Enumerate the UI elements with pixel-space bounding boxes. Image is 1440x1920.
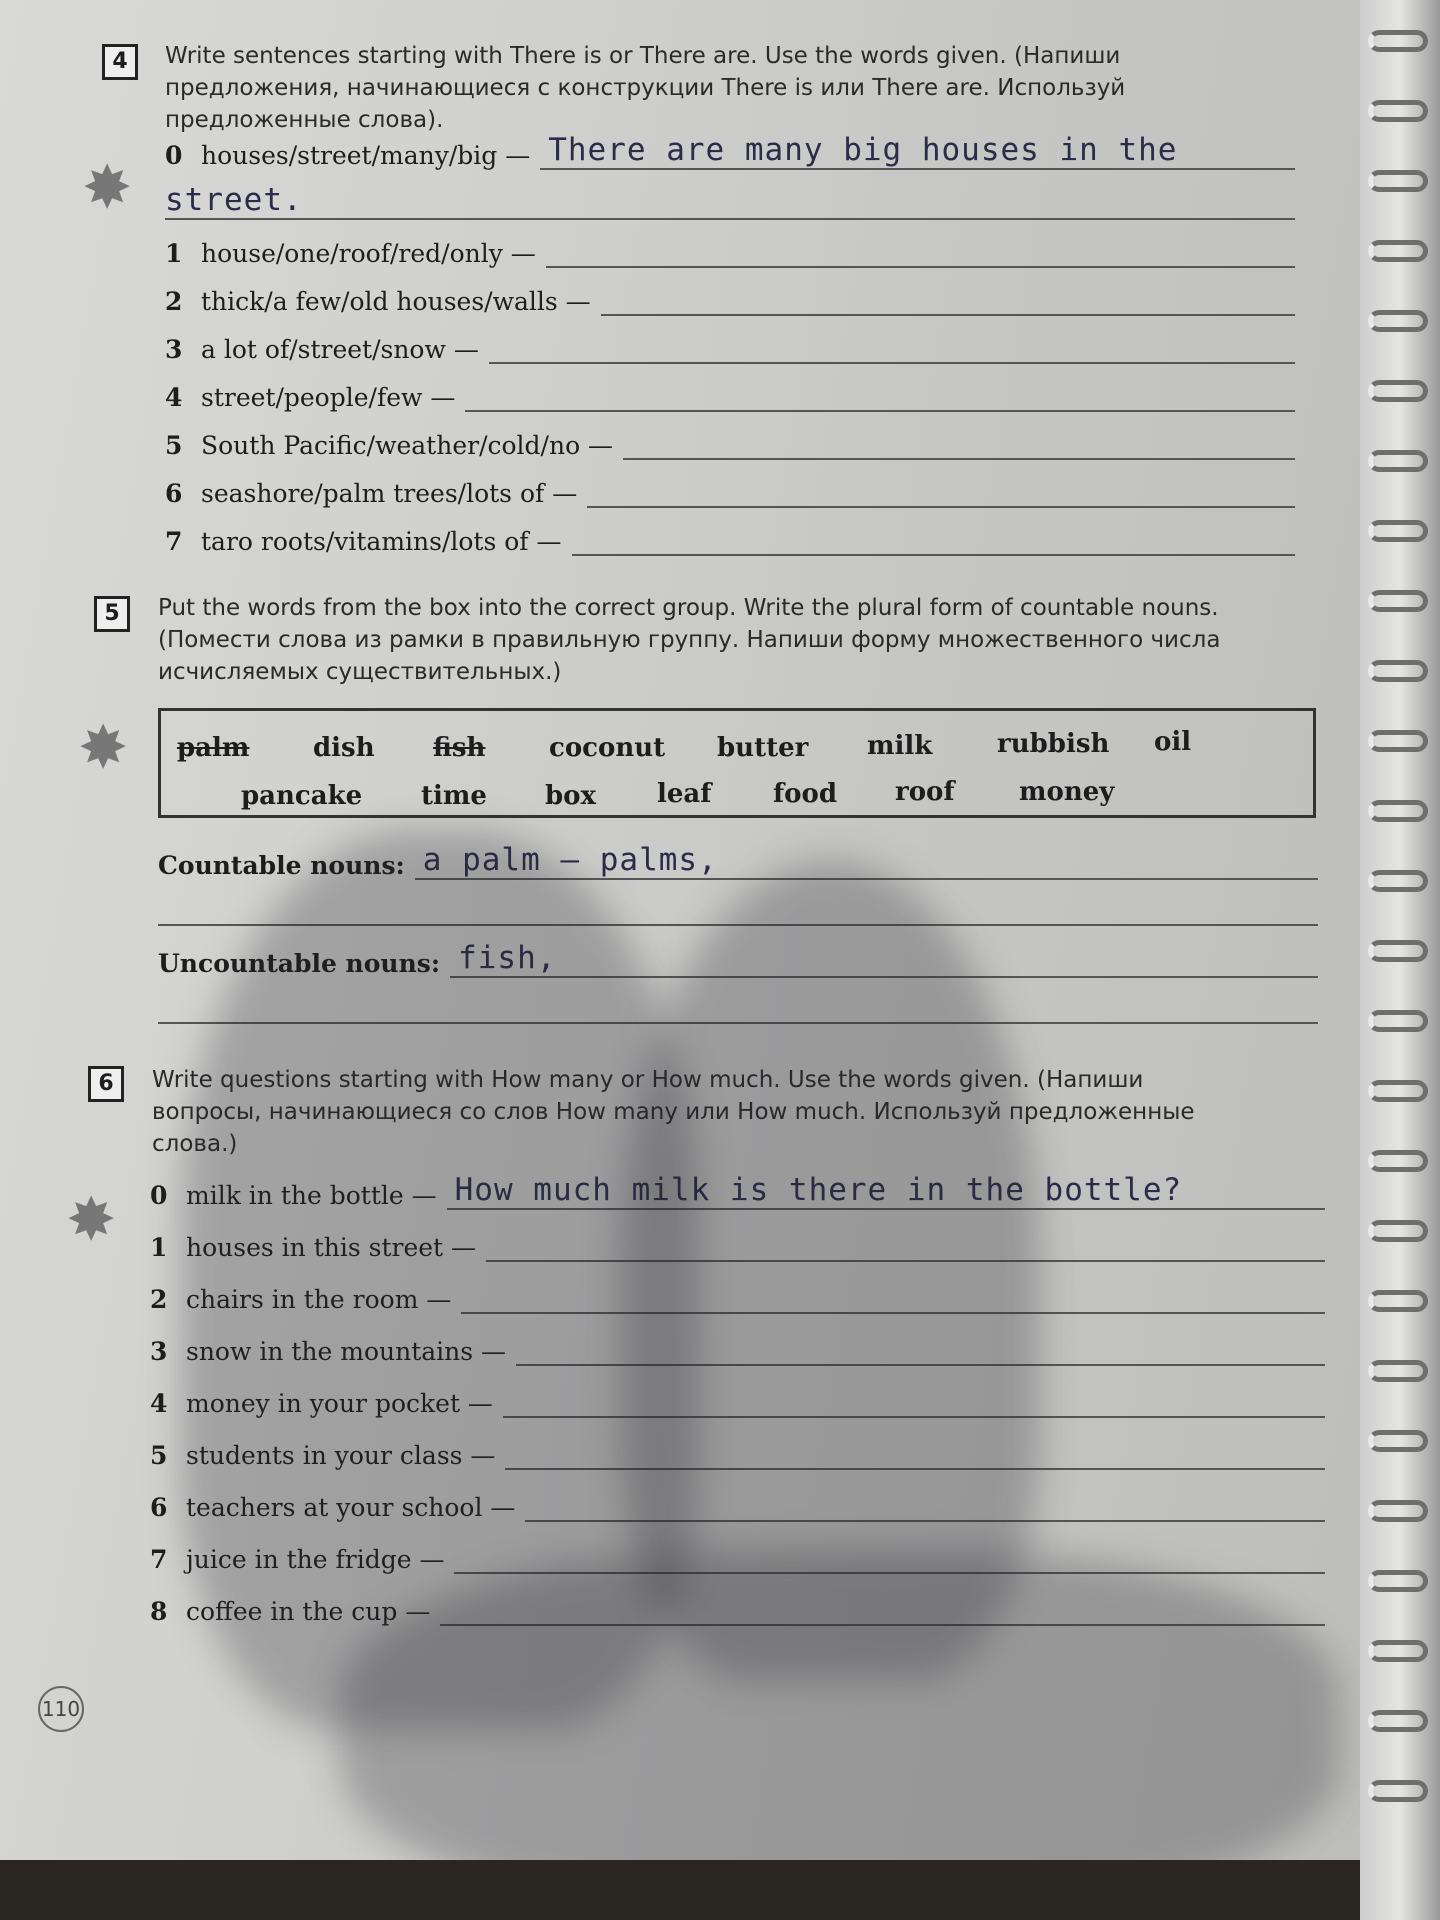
ex4-item-7-prompt: taro roots/vitamins/lots of — xyxy=(201,527,562,556)
ex4-item-2-prompt: thick/a few/old houses/walls — xyxy=(201,287,591,316)
ex4-item-3-prompt: a lot of/street/snow — xyxy=(201,335,479,364)
example-star-icon: ✸ xyxy=(66,1185,117,1255)
uncountable-answer-line[interactable] xyxy=(450,940,1318,978)
spiral-ring xyxy=(1368,1080,1428,1102)
ex4-item-7-number: 7 xyxy=(165,527,183,556)
word-leaf: leaf xyxy=(657,779,712,809)
exercise-5-instr-line-3: исчисляемых существительных.) xyxy=(158,659,562,685)
ex4-item-4-prompt: street/people/few — xyxy=(201,383,456,412)
ex6-item-0-answer: How much milk is there in the bottle? xyxy=(454,1172,1183,1208)
ex6-item-1-answer-line[interactable] xyxy=(486,1232,1325,1262)
countable-row xyxy=(158,842,1318,880)
ex4-item-0 xyxy=(165,132,1295,170)
spiral-ring xyxy=(1368,940,1428,962)
exercise-4-instr-line-3: предложенные слова). xyxy=(165,107,444,133)
ex4-item-3 xyxy=(165,334,1295,364)
ex4-item-0-answer: There are many big houses in the xyxy=(548,132,1178,168)
example-star-icon: ✸ xyxy=(78,713,129,783)
ex6-item-5 xyxy=(150,1440,1325,1470)
ex6-item-5-answer-line[interactable] xyxy=(505,1440,1325,1470)
ex6-item-6-number: 6 xyxy=(150,1493,168,1522)
word-fish: fish xyxy=(433,733,486,763)
spiral-ring xyxy=(1368,1360,1428,1382)
exercise-4-instr-line-2: предложения, начинающиеся с конструкции There is или There are. Используй xyxy=(165,75,1126,101)
spiral-ring xyxy=(1368,1290,1428,1312)
ex6-item-5-prompt: students in your class — xyxy=(186,1441,496,1470)
ex6-item-7-answer-line[interactable] xyxy=(454,1544,1325,1574)
ex6-item-6 xyxy=(150,1492,1325,1522)
ex6-item-6-answer-line[interactable] xyxy=(525,1492,1325,1522)
word-dish: dish xyxy=(313,733,375,763)
spiral-ring xyxy=(1368,100,1428,122)
ex6-item-8 xyxy=(150,1596,1325,1626)
spiral-ring xyxy=(1368,800,1428,822)
exercise-6-instr-line-3: слова.) xyxy=(152,1131,238,1157)
spiral-ring xyxy=(1368,30,1428,52)
ex4-item-3-answer-line[interactable] xyxy=(489,334,1295,364)
spiral-ring xyxy=(1368,590,1428,612)
ex4-item-0-number: 0 xyxy=(165,141,183,170)
ex4-item-7 xyxy=(165,526,1295,556)
spiral-binding xyxy=(1360,0,1440,1920)
spiral-ring xyxy=(1368,1150,1428,1172)
word-money: money xyxy=(1019,777,1115,807)
ex6-item-7-prompt: juice in the fridge — xyxy=(186,1545,445,1574)
exercise-5-number: 5 xyxy=(94,596,130,632)
exercise-4-instructions xyxy=(165,40,1295,136)
spiral-ring xyxy=(1368,310,1428,332)
spiral-ring xyxy=(1368,380,1428,402)
ex6-item-5-number: 5 xyxy=(150,1441,168,1470)
ex6-item-0-prompt: milk in the bottle — xyxy=(186,1181,437,1210)
ex6-item-6-prompt: teachers at your school — xyxy=(186,1493,516,1522)
ex6-item-4-number: 4 xyxy=(150,1389,168,1418)
countable-answer-line-2[interactable] xyxy=(158,896,1318,926)
spiral-ring xyxy=(1368,1570,1428,1592)
uncountable-label: Uncountable nouns: xyxy=(158,949,441,978)
ex4-item-5-answer-line[interactable] xyxy=(623,430,1295,460)
ex6-item-1 xyxy=(150,1232,1325,1262)
spiral-ring xyxy=(1368,240,1428,262)
ex6-item-4-answer-line[interactable] xyxy=(503,1388,1325,1418)
exercise-4-number: 4 xyxy=(102,44,138,80)
ex6-item-0-answer-line[interactable] xyxy=(447,1172,1325,1210)
exercise-4-instr-line-1: Write sentences starting with There is or There are. Use the words given. (Напиши xyxy=(165,43,1121,69)
ex6-item-1-number: 1 xyxy=(150,1233,168,1262)
ex4-item-2-answer-line[interactable] xyxy=(601,286,1295,316)
spiral-ring xyxy=(1368,450,1428,472)
page-number: 110 xyxy=(38,1686,84,1732)
word-time: time xyxy=(421,781,487,811)
exercise-6-instr-line-2: вопросы, начинающиеся со слов How many или How much. Используй предложенные xyxy=(152,1099,1195,1125)
ex6-item-7 xyxy=(150,1544,1325,1574)
spiral-ring xyxy=(1368,660,1428,682)
exercise-6-instr-line-1: Write questions starting with How many or How much. Use the words given. (Напиши xyxy=(152,1067,1144,1093)
ex6-item-2-prompt: chairs in the room — xyxy=(186,1285,452,1314)
ex6-item-3 xyxy=(150,1336,1325,1366)
ex4-item-1 xyxy=(165,238,1295,268)
ex6-item-4-prompt: money in your pocket — xyxy=(186,1389,493,1418)
ex4-item-0-prompt: houses/street/many/big — xyxy=(201,141,531,170)
ex4-item-4 xyxy=(165,382,1295,412)
ex4-item-4-number: 4 xyxy=(165,383,183,412)
ex4-item-6-answer-line[interactable] xyxy=(587,478,1295,508)
spiral-ring xyxy=(1368,1010,1428,1032)
ex6-item-3-number: 3 xyxy=(150,1337,168,1366)
word-milk: milk xyxy=(867,731,933,761)
word-coconut: coconut xyxy=(549,733,666,763)
word-butter: butter xyxy=(717,733,809,763)
word-roof: roof xyxy=(895,777,955,807)
exercise-6-instructions xyxy=(152,1064,1322,1160)
word-box: box xyxy=(545,781,597,811)
ex6-item-3-answer-line[interactable] xyxy=(516,1336,1325,1366)
example-star-icon: ✸ xyxy=(82,153,133,223)
countable-row-2 xyxy=(158,896,1318,926)
ex4-item-0-answer-cont: street. xyxy=(165,182,303,218)
word-palm: palm xyxy=(177,733,250,763)
uncountable-row-2 xyxy=(158,994,1318,1024)
ex4-item-2 xyxy=(165,286,1295,316)
countable-answer-line[interactable] xyxy=(415,842,1318,880)
ex4-item-6-prompt: seashore/palm trees/lots of — xyxy=(201,479,578,508)
ex4-item-5 xyxy=(165,430,1295,460)
ex4-item-1-number: 1 xyxy=(165,239,183,268)
spiral-ring xyxy=(1368,1500,1428,1522)
ex6-item-8-prompt: coffee in the cup — xyxy=(186,1597,431,1626)
uncountable-row xyxy=(158,940,1318,978)
exercise-6-number: 6 xyxy=(88,1066,124,1102)
word-oil: oil xyxy=(1154,727,1192,757)
ex6-item-4 xyxy=(150,1388,1325,1418)
ex4-item-6-number: 6 xyxy=(165,479,183,508)
spiral-ring xyxy=(1368,1710,1428,1732)
spiral-ring xyxy=(1368,870,1428,892)
ex4-item-3-number: 3 xyxy=(165,335,183,364)
ex6-item-2 xyxy=(150,1284,1325,1314)
uncountable-answer-line-2[interactable] xyxy=(158,994,1318,1024)
ex4-item-1-prompt: house/one/roof/red/only — xyxy=(201,239,536,268)
word-pancake: pancake xyxy=(241,781,363,811)
spiral-ring xyxy=(1368,730,1428,752)
ex6-item-8-answer-line[interactable] xyxy=(440,1596,1325,1626)
ex6-item-2-answer-line[interactable] xyxy=(461,1284,1325,1314)
spiral-ring xyxy=(1368,170,1428,192)
word-rubbish: rubbish xyxy=(997,729,1110,759)
ex4-item-2-number: 2 xyxy=(165,287,183,316)
word-box xyxy=(158,708,1316,818)
ex6-item-0-number: 0 xyxy=(150,1181,168,1210)
spiral-ring xyxy=(1368,1780,1428,1802)
ex6-item-0 xyxy=(150,1172,1325,1210)
exercise-5-instr-line-1: Put the words from the box into the correct group. Write the plural form of countable nouns. xyxy=(158,595,1219,621)
countable-answer: a palm — palms, xyxy=(422,842,718,878)
spiral-ring xyxy=(1368,1640,1428,1662)
ex4-item-5-number: 5 xyxy=(165,431,183,460)
ex4-item-0-answer-line-2[interactable] xyxy=(165,182,1295,220)
ex6-item-7-number: 7 xyxy=(150,1545,168,1574)
ex4-item-0-continued xyxy=(165,182,1295,220)
ex4-item-0-answer-line[interactable] xyxy=(540,132,1295,170)
ex6-item-2-number: 2 xyxy=(150,1285,168,1314)
ex6-item-8-number: 8 xyxy=(150,1597,168,1626)
ex4-item-4-answer-line[interactable] xyxy=(465,382,1295,412)
ex4-item-6 xyxy=(165,478,1295,508)
ex4-item-5-prompt: South Pacific/weather/cold/no — xyxy=(201,431,614,460)
spiral-ring xyxy=(1368,1430,1428,1452)
ex4-item-1-answer-line[interactable] xyxy=(546,238,1295,268)
spiral-ring xyxy=(1368,520,1428,542)
ex6-item-1-prompt: houses in this street — xyxy=(186,1233,477,1262)
ex4-item-7-answer-line[interactable] xyxy=(572,526,1296,556)
exercise-5-instr-line-2: (Помести слова из рамки в правильную группу. Напиши форму множественного числа xyxy=(158,627,1221,653)
countable-label: Countable nouns: xyxy=(158,851,405,880)
spiral-ring xyxy=(1368,1220,1428,1242)
exercise-5-instructions xyxy=(158,592,1308,688)
uncountable-answer: fish, xyxy=(458,940,557,976)
word-food: food xyxy=(773,779,838,809)
ex6-item-3-prompt: snow in the mountains — xyxy=(186,1337,507,1366)
